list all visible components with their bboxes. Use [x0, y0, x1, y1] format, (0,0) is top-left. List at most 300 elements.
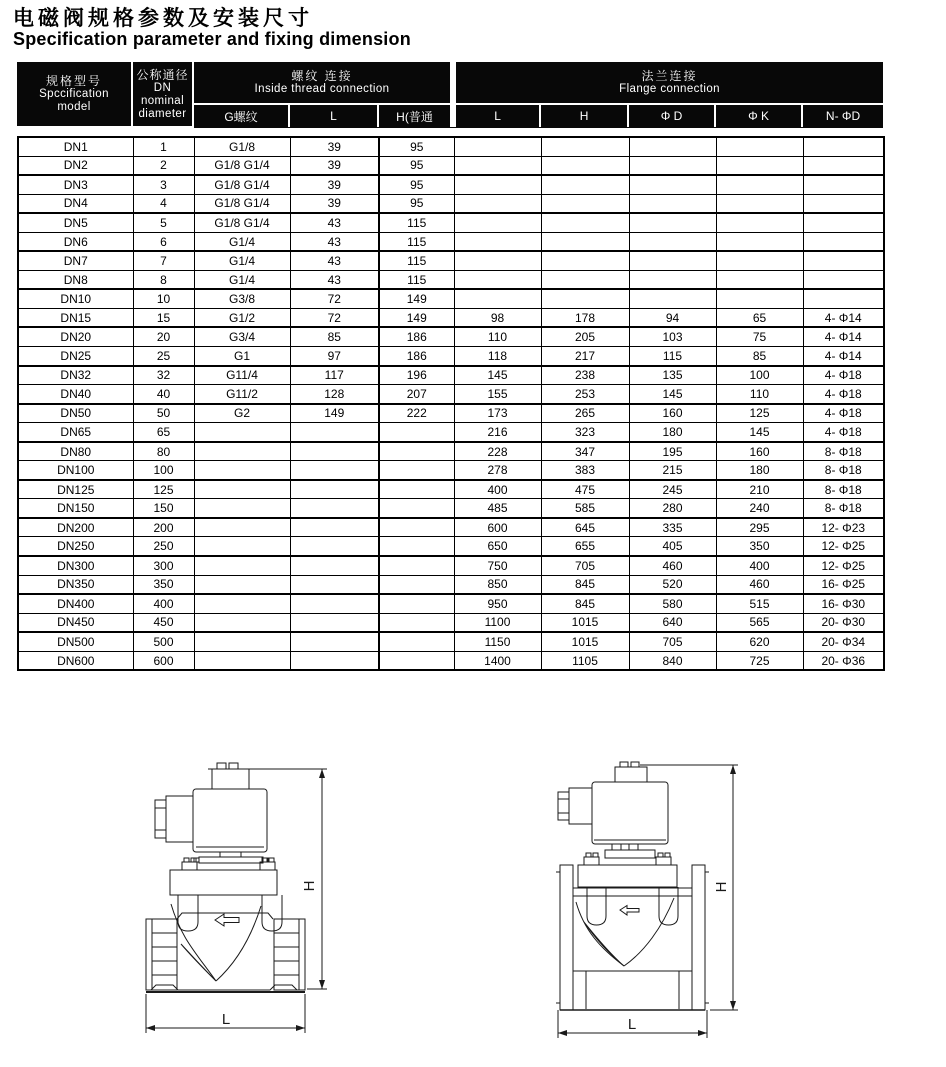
table-row — [18, 651, 884, 670]
cell-fd: 335 — [629, 518, 716, 537]
cell-g: G1/4 — [194, 251, 290, 270]
cell-g: G1/8 G1/4 — [194, 175, 290, 194]
cell-fh — [541, 194, 629, 213]
cell-g — [194, 651, 290, 670]
sub-header-g-thread: G螺纹 — [193, 104, 289, 127]
cell-fh: 347 — [541, 442, 629, 461]
cell-dn: 100 — [133, 461, 194, 480]
cell-nd: 16- Φ25 — [803, 575, 884, 594]
table-row — [18, 499, 884, 518]
cell-nd: 12- Φ25 — [803, 537, 884, 556]
cell-model: DN400 — [18, 594, 133, 613]
group-header-thread: 螺纹 连接 Inside thread connection — [193, 62, 453, 104]
cell-tl — [290, 442, 379, 461]
cell-th: 95 — [379, 137, 454, 156]
cell-fh — [541, 137, 629, 156]
cell-nd — [803, 137, 884, 156]
cell-fk: 160 — [716, 442, 803, 461]
cell-dn: 500 — [133, 632, 194, 651]
cell-fk: 100 — [716, 366, 803, 385]
cell-model: DN15 — [18, 308, 133, 327]
cell-model: DN8 — [18, 270, 133, 289]
cell-model: DN2 — [18, 156, 133, 175]
cell-th: 196 — [379, 366, 454, 385]
cell-nd — [803, 213, 884, 232]
cell-nd: 20- Φ36 — [803, 651, 884, 670]
cell-th: 95 — [379, 175, 454, 194]
valve-body — [560, 887, 705, 1010]
cell-fh: 475 — [541, 480, 629, 499]
table-row — [18, 251, 884, 270]
cell-g: G1/4 — [194, 232, 290, 251]
cell-dn: 250 — [133, 537, 194, 556]
cell-model: DN5 — [18, 213, 133, 232]
cell-fd: 705 — [629, 632, 716, 651]
cell-g — [194, 423, 290, 442]
cell-tl — [290, 613, 379, 632]
cell-fh: 1015 — [541, 613, 629, 632]
cell-fk: 725 — [716, 651, 803, 670]
cell-fl — [454, 194, 541, 213]
cell-g: G3/4 — [194, 327, 290, 346]
cell-g: G11/4 — [194, 366, 290, 385]
cell-fd: 840 — [629, 651, 716, 670]
cell-nd: 16- Φ30 — [803, 594, 884, 613]
cell-fh: 253 — [541, 385, 629, 404]
cell-fh: 217 — [541, 347, 629, 366]
sub-header-flange-l: L — [453, 104, 540, 127]
cell-nd: 4- Φ18 — [803, 366, 884, 385]
cell-dn: 3 — [133, 175, 194, 194]
cell-tl — [290, 537, 379, 556]
cell-dn: 8 — [133, 270, 194, 289]
bonnet — [170, 858, 277, 895]
sub-header-flange-d: Φ D — [628, 104, 715, 127]
cell-nd — [803, 289, 884, 308]
table-row — [18, 480, 884, 499]
cell-fh: 585 — [541, 499, 629, 518]
cell-fk: 65 — [716, 308, 803, 327]
cell-model: DN350 — [18, 575, 133, 594]
cell-fh — [541, 289, 629, 308]
cell-dn: 20 — [133, 327, 194, 346]
cell-nd: 8- Φ18 — [803, 499, 884, 518]
cell-fh: 1105 — [541, 651, 629, 670]
cell-fk — [716, 289, 803, 308]
cell-model: DN200 — [18, 518, 133, 537]
cell-nd: 12- Φ23 — [803, 518, 884, 537]
cell-tl — [290, 423, 379, 442]
flange-left — [556, 865, 573, 1010]
cell-dn: 150 — [133, 499, 194, 518]
cell-dn: 25 — [133, 347, 194, 366]
cell-fl: 1100 — [454, 613, 541, 632]
cell-dn: 65 — [133, 423, 194, 442]
cell-fd — [629, 270, 716, 289]
col-header-dn: 公称通径 DN nominal diameter — [132, 62, 193, 127]
table-row — [18, 537, 884, 556]
cell-dn: 350 — [133, 575, 194, 594]
cell-fl: 110 — [454, 327, 541, 346]
cell-fd: 94 — [629, 308, 716, 327]
flange-valve-drawing — [520, 752, 820, 1067]
table-row — [18, 575, 884, 594]
cell-nd — [803, 156, 884, 175]
cell-th: 115 — [379, 232, 454, 251]
cell-g — [194, 537, 290, 556]
cell-tl — [290, 575, 379, 594]
cell-fh: 205 — [541, 327, 629, 346]
cell-dn: 1 — [133, 137, 194, 156]
cell-tl: 39 — [290, 156, 379, 175]
cell-fl: 216 — [454, 423, 541, 442]
cell-th — [379, 423, 454, 442]
flow-arrow-icon — [215, 914, 239, 926]
cell-tl: 97 — [290, 347, 379, 366]
cell-fh: 705 — [541, 556, 629, 575]
table-row — [18, 347, 884, 366]
table-row — [18, 556, 884, 575]
cell-dn: 450 — [133, 613, 194, 632]
cell-fl — [454, 251, 541, 270]
cell-fl: 600 — [454, 518, 541, 537]
cell-fk: 210 — [716, 480, 803, 499]
cell-th — [379, 632, 454, 651]
cell-th: 149 — [379, 308, 454, 327]
dim-label-h: H — [713, 881, 730, 893]
cell-tl: 128 — [290, 385, 379, 404]
cell-g: G3/8 — [194, 289, 290, 308]
cable-connector — [558, 788, 592, 824]
cell-fk: 75 — [716, 327, 803, 346]
table-row — [18, 385, 884, 404]
cell-tl: 39 — [290, 194, 379, 213]
cell-fk: 145 — [716, 423, 803, 442]
cell-tl: 149 — [290, 404, 379, 423]
coil — [193, 789, 267, 852]
sub-header-thread-h: H(普通 — [378, 104, 453, 127]
cell-fd — [629, 194, 716, 213]
cell-th: 186 — [379, 327, 454, 346]
cell-g — [194, 632, 290, 651]
table-row — [18, 175, 884, 194]
cell-tl: 43 — [290, 251, 379, 270]
cell-fl: 145 — [454, 366, 541, 385]
cell-th: 95 — [379, 156, 454, 175]
cell-fd: 135 — [629, 366, 716, 385]
cell-fh: 655 — [541, 537, 629, 556]
table-row — [18, 461, 884, 480]
cell-fk — [716, 270, 803, 289]
cell-nd — [803, 251, 884, 270]
cell-model: DN125 — [18, 480, 133, 499]
cell-tl: 72 — [290, 308, 379, 327]
cell-tl — [290, 632, 379, 651]
cell-fk: 85 — [716, 347, 803, 366]
cell-dn: 125 — [133, 480, 194, 499]
cell-fd: 145 — [629, 385, 716, 404]
cell-fk: 620 — [716, 632, 803, 651]
cell-th: 115 — [379, 251, 454, 270]
cell-fd — [629, 137, 716, 156]
cell-fd: 245 — [629, 480, 716, 499]
cell-model: DN25 — [18, 347, 133, 366]
cell-th — [379, 518, 454, 537]
cell-th: 149 — [379, 289, 454, 308]
cell-dn: 600 — [133, 651, 194, 670]
cell-tl: 43 — [290, 232, 379, 251]
cell-dn: 300 — [133, 556, 194, 575]
cell-th: 222 — [379, 404, 454, 423]
cell-g: G1 — [194, 347, 290, 366]
cell-dn: 2 — [133, 156, 194, 175]
cell-fk: 180 — [716, 461, 803, 480]
cell-dn: 6 — [133, 232, 194, 251]
cell-fk — [716, 213, 803, 232]
cell-model: DN450 — [18, 613, 133, 632]
stem — [194, 852, 268, 863]
cell-fd: 405 — [629, 537, 716, 556]
table-row — [18, 213, 884, 232]
cell-model: DN80 — [18, 442, 133, 461]
cell-model: DN6 — [18, 232, 133, 251]
cell-fl — [454, 289, 541, 308]
cell-fl: 98 — [454, 308, 541, 327]
cell-nd: 4- Φ18 — [803, 404, 884, 423]
cell-dn: 80 — [133, 442, 194, 461]
cell-fd: 195 — [629, 442, 716, 461]
sub-header-flange-nd: N- ΦD — [802, 104, 883, 127]
cell-th — [379, 461, 454, 480]
cell-th — [379, 594, 454, 613]
spec-table — [17, 136, 883, 671]
table-row — [18, 404, 884, 423]
coil-cap — [212, 763, 249, 789]
cell-tl — [290, 594, 379, 613]
cell-model: DN600 — [18, 651, 133, 670]
cell-model: DN150 — [18, 499, 133, 518]
cell-fk: 565 — [716, 613, 803, 632]
cell-fk — [716, 137, 803, 156]
cell-dn: 7 — [133, 251, 194, 270]
thread-valve-drawing — [95, 752, 395, 1067]
table-row — [18, 613, 884, 632]
table-row — [18, 156, 884, 175]
col-header-model: 规格型号 Spccification model — [17, 62, 132, 127]
table-row — [18, 327, 884, 346]
cell-g — [194, 594, 290, 613]
table-row — [18, 632, 884, 651]
table-row — [18, 518, 884, 537]
cell-model: DN250 — [18, 537, 133, 556]
cell-model: DN10 — [18, 289, 133, 308]
page-title-zh: 电磁阀规格参数及安装尺寸 — [13, 7, 313, 30]
cell-fl: 1150 — [454, 632, 541, 651]
cell-tl: 85 — [290, 327, 379, 346]
cell-fd: 103 — [629, 327, 716, 346]
cell-fd — [629, 289, 716, 308]
cell-tl: 117 — [290, 366, 379, 385]
cell-fh: 845 — [541, 575, 629, 594]
cell-fk — [716, 194, 803, 213]
cell-tl — [290, 556, 379, 575]
cell-fh: 178 — [541, 308, 629, 327]
cell-th — [379, 537, 454, 556]
dim-label-l: L — [627, 1016, 637, 1033]
cell-fh: 845 — [541, 594, 629, 613]
cell-fh — [541, 251, 629, 270]
cell-fl — [454, 232, 541, 251]
cell-nd: 8- Φ18 — [803, 461, 884, 480]
cell-nd: 20- Φ30 — [803, 613, 884, 632]
cell-tl: 43 — [290, 213, 379, 232]
cell-fk — [716, 175, 803, 194]
cell-fl: 850 — [454, 575, 541, 594]
cell-g: G1/2 — [194, 308, 290, 327]
cell-g — [194, 480, 290, 499]
cell-fh: 238 — [541, 366, 629, 385]
cell-g: G11/2 — [194, 385, 290, 404]
cell-nd: 8- Φ18 — [803, 442, 884, 461]
sub-header-flange-h: H — [540, 104, 628, 127]
cell-nd: 20- Φ34 — [803, 632, 884, 651]
cell-th — [379, 613, 454, 632]
cell-model: DN300 — [18, 556, 133, 575]
spec-table-header — [17, 62, 883, 128]
cell-fk — [716, 156, 803, 175]
cell-fd — [629, 156, 716, 175]
cell-fk: 295 — [716, 518, 803, 537]
cell-nd: 4- Φ18 — [803, 423, 884, 442]
cell-nd — [803, 232, 884, 251]
cell-th — [379, 499, 454, 518]
table-row — [18, 194, 884, 213]
table-row — [18, 232, 884, 251]
cell-fd: 520 — [629, 575, 716, 594]
cell-model: DN4 — [18, 194, 133, 213]
cell-g: G1/8 — [194, 137, 290, 156]
cell-model: DN40 — [18, 385, 133, 404]
cell-fd — [629, 232, 716, 251]
cell-fh: 323 — [541, 423, 629, 442]
cell-nd — [803, 270, 884, 289]
cell-fh — [541, 232, 629, 251]
cell-fh — [541, 213, 629, 232]
cell-nd: 4- Φ18 — [803, 385, 884, 404]
cell-g — [194, 556, 290, 575]
cell-fl: 485 — [454, 499, 541, 518]
cell-fd: 640 — [629, 613, 716, 632]
cell-th: 115 — [379, 270, 454, 289]
cell-fh: 1015 — [541, 632, 629, 651]
cell-nd: 4- Φ14 — [803, 308, 884, 327]
cell-g: G1/8 G1/4 — [194, 156, 290, 175]
cell-fd — [629, 251, 716, 270]
cell-fk: 460 — [716, 575, 803, 594]
cell-tl: 39 — [290, 137, 379, 156]
sub-header-thread-l: L — [289, 104, 378, 127]
cell-fl: 650 — [454, 537, 541, 556]
cell-model: DN20 — [18, 327, 133, 346]
cell-fl — [454, 156, 541, 175]
cell-dn: 15 — [133, 308, 194, 327]
cell-fl: 155 — [454, 385, 541, 404]
flow-arrow-icon — [620, 906, 639, 916]
cell-dn: 400 — [133, 594, 194, 613]
cell-dn: 10 — [133, 289, 194, 308]
cell-g — [194, 461, 290, 480]
cell-fl: 950 — [454, 594, 541, 613]
group-header-flange: 法兰连接 Flange connection — [453, 62, 883, 104]
cell-g: G2 — [194, 404, 290, 423]
table-row — [18, 366, 884, 385]
cell-fk: 240 — [716, 499, 803, 518]
cell-th — [379, 480, 454, 499]
cell-fl: 278 — [454, 461, 541, 480]
cell-fd: 215 — [629, 461, 716, 480]
table-row — [18, 308, 884, 327]
cell-dn: 5 — [133, 213, 194, 232]
cell-fk — [716, 251, 803, 270]
cell-nd — [803, 194, 884, 213]
cell-th — [379, 556, 454, 575]
cell-g — [194, 613, 290, 632]
table-row — [18, 137, 884, 156]
cell-fl — [454, 175, 541, 194]
table-row — [18, 289, 884, 308]
cell-th: 207 — [379, 385, 454, 404]
cell-nd: 4- Φ14 — [803, 347, 884, 366]
cell-fl: 1400 — [454, 651, 541, 670]
cell-fh: 383 — [541, 461, 629, 480]
cell-dn: 32 — [133, 366, 194, 385]
cell-fk: 125 — [716, 404, 803, 423]
cell-tl — [290, 480, 379, 499]
cell-fl: 173 — [454, 404, 541, 423]
cell-g — [194, 518, 290, 537]
table-row — [18, 442, 884, 461]
cell-g — [194, 575, 290, 594]
cell-tl — [290, 499, 379, 518]
cell-model: DN50 — [18, 404, 133, 423]
cell-fl: 228 — [454, 442, 541, 461]
cell-tl — [290, 518, 379, 537]
cell-fk — [716, 232, 803, 251]
cell-g: G1/8 G1/4 — [194, 213, 290, 232]
cell-tl: 72 — [290, 289, 379, 308]
cell-fh — [541, 175, 629, 194]
cell-th — [379, 651, 454, 670]
cell-nd: 8- Φ18 — [803, 480, 884, 499]
cell-th: 186 — [379, 347, 454, 366]
cell-fd: 115 — [629, 347, 716, 366]
cell-fd: 280 — [629, 499, 716, 518]
cell-fl — [454, 137, 541, 156]
table-row — [18, 270, 884, 289]
cell-g: G1/4 — [194, 270, 290, 289]
dim-label-l: L — [221, 1011, 231, 1028]
cell-tl — [290, 651, 379, 670]
spec-table-body — [18, 137, 884, 670]
cell-th — [379, 575, 454, 594]
cell-g: G1/8 G1/4 — [194, 194, 290, 213]
cell-g — [194, 442, 290, 461]
cell-dn: 50 — [133, 404, 194, 423]
cell-fl: 118 — [454, 347, 541, 366]
cell-nd — [803, 175, 884, 194]
cell-fk: 110 — [716, 385, 803, 404]
cell-th: 95 — [379, 194, 454, 213]
